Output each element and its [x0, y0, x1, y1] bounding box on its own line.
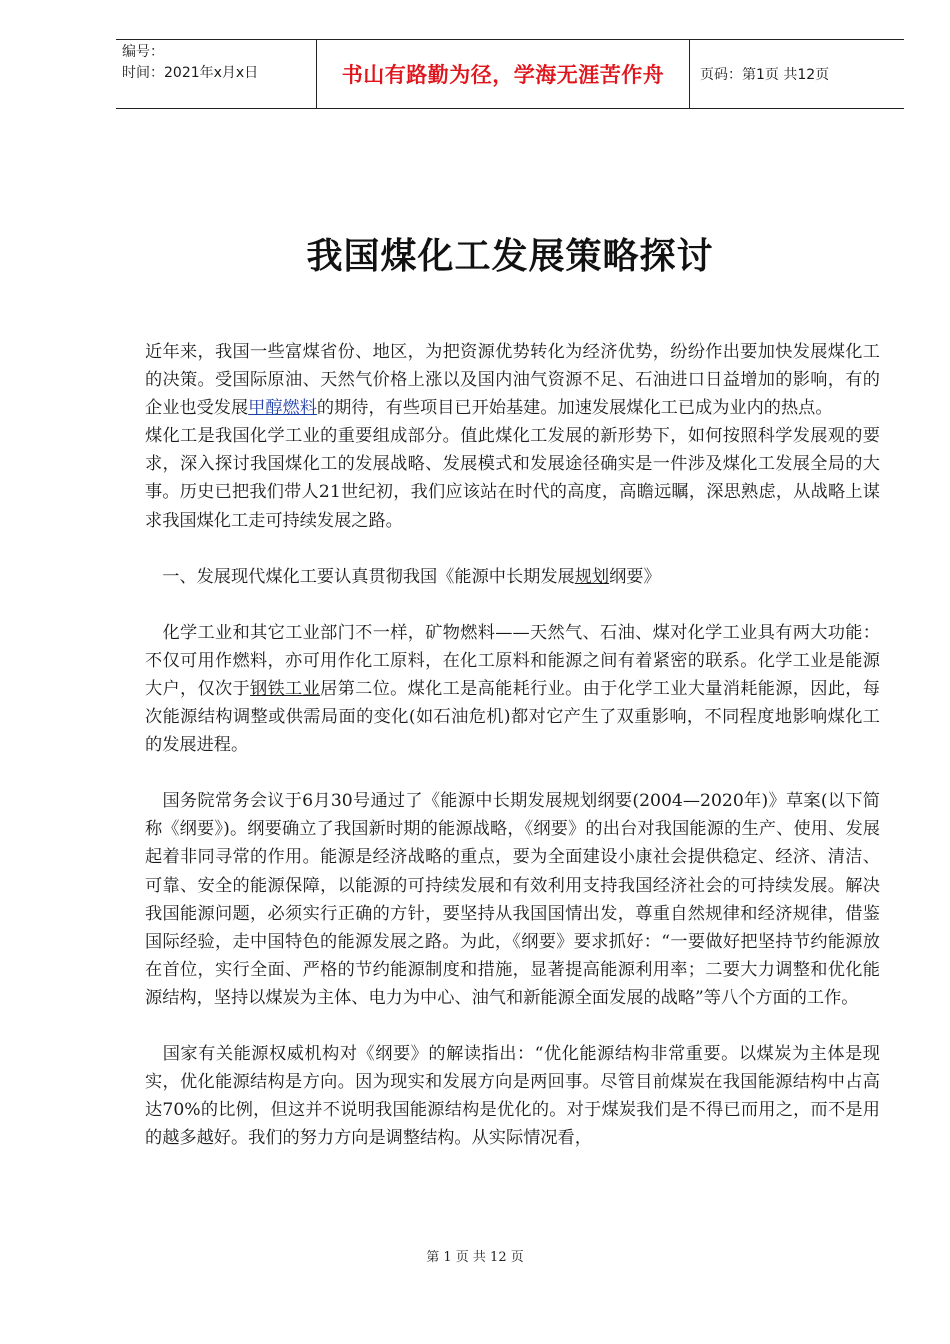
paragraph-1-text-a: 近年来，我国一些富煤省份、地区，为把资源优势转化为经济优势，纷纷作出要加快发展煤化工的决策。受国际原油、天然气价格上涨以及国内油气资源不足、石油进口日益增加的影响，有的企业也受发展 — [145, 342, 880, 419]
section-heading-1-text-a: 一、发展现代煤化工要认真贯彻我国《能源中长期发展 — [162, 566, 575, 587]
methanol-fuel-link[interactable]: 甲醇燃料 — [248, 398, 317, 419]
serial-number-label: 编号： — [122, 44, 164, 60]
paragraph-5 — [145, 1040, 880, 1152]
planning-link[interactable]: 规划 — [574, 566, 610, 587]
paragraph-4 — [145, 787, 880, 1012]
paragraph-3-text-b: 居第二位。煤化工是高能耗行业。由于化学工业大量消耗能源，因此，每次能源结构调整或供需局面的变化(如石油危机)都对它产生了双重影响，不同程度地影响煤化工的发展进程。 — [145, 678, 880, 756]
paragraph-1 — [145, 338, 880, 422]
paragraph-3 — [145, 619, 880, 759]
paragraph-1-text-b: 的期待，有些项目已开始基建。加速发展煤化工已成为业内的热点。 — [316, 398, 833, 419]
date-label: 时间：2021年x月x日 — [122, 65, 259, 81]
section-heading-1-text-b: 纲要》 — [609, 566, 661, 587]
paragraph-3-text-a: 化学工业和其它工业部门不一样，矿物燃料——天然气、石油、煤对化学工业具有两大功能：不仅可用作燃料，亦可用作化工原料，在化工原料和能源之间有着紧密的联系。化学工业是能源大户，仅次于 — [145, 622, 880, 699]
page-header — [116, 39, 904, 109]
page-footer: 第 1 页 共 12 页 — [426, 1250, 524, 1265]
section-heading-1 — [145, 563, 880, 591]
header-page-info: 页码：第1页 共12页 — [700, 67, 830, 83]
steel-industry-link[interactable]: 钢铁工业 — [250, 678, 321, 699]
paragraph-2: 煤化工是我国化学工业的重要组成部分。值此煤化工发展的新形势下，如何按照科学发展观的要求，深入探讨我国煤化工的发展战略、发展模式和发展途径确实是一件涉及煤化工发展全局的大事。历史已把我们带人21世纪初，我们应该站在时代的高度，高瞻远瞩，深思熟虑，从战略上谋求我国煤化工走可持续发展之路。 — [145, 426, 880, 531]
paragraph-4-text: 国务院常务会议于6月30号通过了《能源中长期发展规划纲要(2004—2020年)》草案(以下简称《纲要》)。纲要确立了我国新时期的能源战略，《纲要》的出台对我国能源的生产、使用、发展起着非同寻常的作用。能源是经济战略的重点，要为全面建设小康社会提供稳定、经济、清洁、可靠、安全的能源保障，以能源的可持续发展和有效利用支持我国经济社会的可持续发展。解决我国能源问题，必须实行正确的方针，要坚持从我国国情出发，尊重自然规律和经济规律，借鉴国际经验，走中国特色的能源发展之路。为此，《纲要》要求抓好：“一要做好把坚持节约能源放在首位，实行全面、严格的节约能源制度和措施，显著提高能源利用率；二要大力调整和优化能源结构，坚持以煤炭为主体、电力为中心、油气和新能源全面发展的战略”等八个方面的工作。 — [145, 791, 880, 1008]
header-meta-cell — [116, 40, 316, 108]
header-slogan: 书山有路勤为径，学海无涯苦作舟 — [316, 40, 690, 108]
document-title: 我国煤化工发展策略探讨 — [306, 235, 714, 277]
paragraph-5-text: 国家有关能源权威机构对《纲要》的解读指出：“优化能源结构非常重要。以煤炭为主体是现实，优化能源结构是方向。因为现实和发展方向是两回事。尽管目前煤炭在我国能源结构中占高达70%的比例，但这并不说明我国能源结构是优化的。对于煤炭我们是不得已而用之，而不是用的越多越好。我们的努力方向是调整结构。从实际情况看， — [145, 1043, 880, 1149]
document-body — [145, 338, 880, 1152]
